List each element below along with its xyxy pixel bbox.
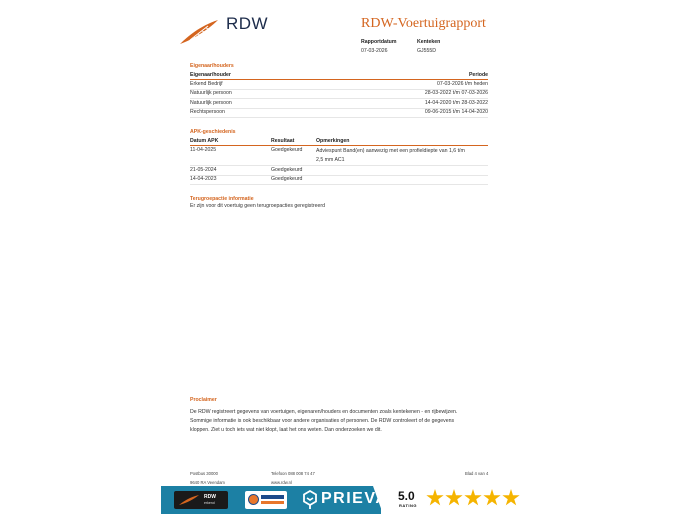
apk-remarks-col-header: Opmerkingen <box>316 137 488 146</box>
disclaimer-line: kloppen. Ziet u toch iets wat niet klopt, laat het ons weten. Dan onderzoeken we dit. <box>190 427 382 433</box>
apk-table <box>190 137 488 185</box>
rdw-erkend-badge <box>174 491 228 509</box>
apk-date-cell: 21-05-2024 <box>190 166 271 176</box>
report-date-value: 07-03-2026 <box>361 48 388 54</box>
plate-block <box>417 39 440 54</box>
footer-phone: Telefoon 088 008 74 47 <box>271 471 315 476</box>
rating-label: RATING <box>399 503 418 508</box>
plate-value: GJ555D <box>417 48 437 54</box>
disclaimer-line: Sommige informatie is ook beschikbaar voor andere organisaties of personen. De RDW controleert of de gegevens <box>190 418 455 424</box>
table-row <box>190 166 488 176</box>
logo-text: RDW <box>226 14 269 33</box>
apk-remark-cell <box>316 175 488 185</box>
footer-postbus: Postbus 30000 <box>190 471 218 476</box>
disclaimer-line: De RDW registreert gegevens van voertuigen, eigenaren/houders en documenten zoals kentekenen - en rijbewijzen. <box>190 409 458 415</box>
apk-date-col-header: Datum APK <box>190 137 271 146</box>
plate-label: Kenteken <box>417 39 441 45</box>
apk-result-cell: Goedgekeurd <box>271 175 316 185</box>
recall-text: Er zijn voor dit voertuig geen terugroepacties geregistreerd <box>190 203 325 209</box>
certification-badge-icon <box>245 491 287 509</box>
period-col-header: Periode <box>309 71 488 80</box>
rdw-badge-logo-icon <box>178 494 200 506</box>
disclaimer-text <box>190 408 490 435</box>
footer-web[interactable]: www.rdw.nl <box>271 480 292 485</box>
period-cell: 28-03-2022 t/m 07-03-2026 <box>309 89 488 99</box>
owner-cell: Natuurlijk persoon <box>190 99 309 109</box>
table-row <box>190 108 488 118</box>
report-title: RDW-Voertuigrapport <box>361 16 486 31</box>
prieva-brand: PRIEVA <box>321 490 389 507</box>
owners-section-title: Eigenaar/houders <box>190 63 234 69</box>
owners-table <box>190 71 488 118</box>
apk-remark-line: Adviespunt Band(en) aanwezig met een profieldiepte van 1,6 t/m <box>316 147 465 154</box>
apk-remark-cell <box>316 166 488 176</box>
rating-score: 5.0 <box>398 489 415 503</box>
owner-cell: Natuurlijk persoon <box>190 89 309 99</box>
report-date-label: Rapportdatum <box>361 39 397 45</box>
apk-result-col-header: Resultaat <box>271 137 316 146</box>
footer-city: 9640 RA Veendam <box>190 480 225 485</box>
apk-result-cell: Goedgekeurd <box>271 166 316 176</box>
table-row <box>190 80 488 90</box>
footer-page: Blad 4 van 4 <box>465 471 489 476</box>
apk-date-cell: 11-04-2025 <box>190 146 271 166</box>
table-row <box>190 146 488 166</box>
badge-title: RDW <box>204 494 216 500</box>
table-row <box>190 89 488 99</box>
report-date-block <box>361 39 396 54</box>
apk-date-cell: 14-04-2023 <box>190 175 271 185</box>
apk-remark-cell <box>316 146 488 166</box>
recall-section-title: Terugroepactie informatie <box>190 196 254 202</box>
badge-subtitle: erkend <box>204 501 215 505</box>
period-cell: 07-03-2026 t/m heden <box>309 80 488 90</box>
apk-result-cell: Goedgekeurd <box>271 146 316 166</box>
table-row <box>190 99 488 109</box>
owner-col-header: Eigenaar/houder <box>190 71 309 80</box>
apk-remark-line: 2,5 mm AC1 <box>316 156 345 163</box>
apk-section-title: APK-geschiedenis <box>190 129 236 135</box>
period-cell: 09-06-2015 t/m 14-04-2020 <box>309 108 488 118</box>
owner-cell: Rechtspersoon <box>190 108 309 118</box>
period-cell: 14-04-2020 t/m 28-03-2022 <box>309 99 488 109</box>
owner-cell: Erkend Bedrijf <box>190 80 309 90</box>
disclaimer-section-title: Proclaimer <box>190 397 217 403</box>
prieva-logo-icon <box>303 490 317 510</box>
rdw-logo-icon <box>178 18 220 46</box>
table-row <box>190 175 488 185</box>
